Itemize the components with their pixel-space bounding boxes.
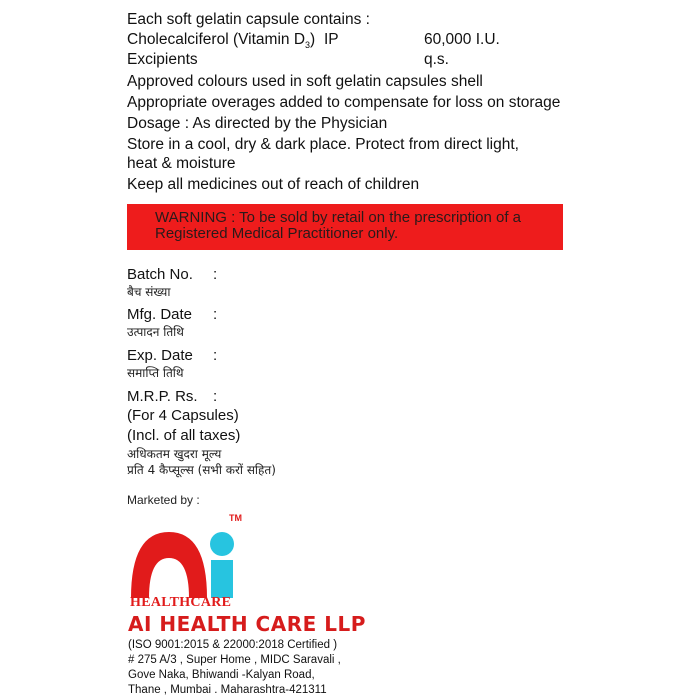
warning-box — [127, 204, 563, 250]
composition-row — [127, 50, 567, 70]
composition-block — [127, 10, 567, 70]
ingredient-quantity: q.s. — [424, 51, 449, 68]
exp-date-label: Exp. Date — [127, 347, 193, 364]
mrp-label: M.R.P. Rs. — [127, 388, 198, 405]
warning-line-2: Registered Medical Practitioner only. — [155, 225, 399, 242]
exp-date-colon: : — [213, 347, 218, 364]
instruction-line: Dosage : As directed by the Physician — [127, 115, 388, 132]
ingredient-standard — [324, 50, 424, 70]
address-line: Gove Naka, Bhiwandi -Kalyan Road, — [128, 669, 315, 681]
instruction-line: Store in a cool, dry & dark place. Protect from direct light, heat & moisture — [127, 136, 519, 172]
mfg-date-field — [127, 306, 223, 340]
mrp-label-hindi: अधिकतम खुदरा मूल्य — [127, 447, 222, 461]
mfg-date-label-hindi: उत्पादन तिथि — [127, 325, 184, 339]
batch-field — [127, 266, 223, 300]
marketed-by-label: Marketed by : — [127, 493, 200, 507]
address-line: (ISO 9001:2015 & 22000:2018 Certified ) — [128, 639, 338, 651]
mrp-tax-note: (Incl. of all taxes) — [127, 427, 241, 444]
mrp-capsule-hindi: प्रति 4 कैप्सूल्स (सभी करों सहित) — [127, 463, 276, 477]
instruction-line: Keep all medicines out of reach of children — [127, 176, 420, 193]
address-line: Thane , Mumbai . Maharashtra-421311 — [128, 684, 327, 696]
ingredient-quantity: 60,000 I.U. — [424, 31, 500, 48]
instruction-line: Appropriate overages added to compensate for loss on storage — [127, 94, 561, 111]
company-address — [128, 638, 341, 698]
warning-line-1: WARNING : To be sold by retail on the prescription of a — [155, 209, 521, 226]
batch-colon: : — [213, 266, 218, 283]
company-name: AI HEALTH CARE LLP — [128, 612, 366, 636]
exp-date-label-hindi: समाप्ति तिथि — [127, 366, 184, 380]
mfg-date-colon: : — [213, 306, 218, 323]
mrp-capsule-count: (For 4 Capsules) — [127, 407, 239, 424]
batch-label-hindi: बैच संख्या — [127, 285, 171, 299]
logo-dot-i — [210, 532, 234, 556]
ingredient-name: Excipients — [127, 51, 198, 68]
mrp-colon: : — [213, 388, 218, 405]
exp-date-field — [127, 347, 223, 381]
logo-text — [169, 574, 171, 577]
ingredient-standard: IP — [324, 31, 339, 48]
logo-letter-a — [131, 532, 207, 598]
mrp-field — [127, 388, 276, 478]
logo-caption: HEALTHCARE — [130, 595, 232, 610]
composition-heading: Each soft gelatin capsule contains : — [127, 11, 370, 28]
address-line: # 275 A/3 , Super Home , MIDC Saravali , — [128, 654, 341, 666]
instructions-block — [127, 72, 577, 195]
trademark-mark: TM — [229, 513, 242, 523]
instruction-line: Approved colours used in soft gelatin capsules shell — [127, 73, 483, 90]
logo-stem-i — [211, 560, 233, 598]
batch-label: Batch No. — [127, 266, 193, 283]
composition-row — [127, 30, 567, 50]
mfg-date-label: Mfg. Date — [127, 306, 193, 323]
ingredient-name: Cholecalciferol (Vitamin $D_3$) — [127, 31, 316, 51]
